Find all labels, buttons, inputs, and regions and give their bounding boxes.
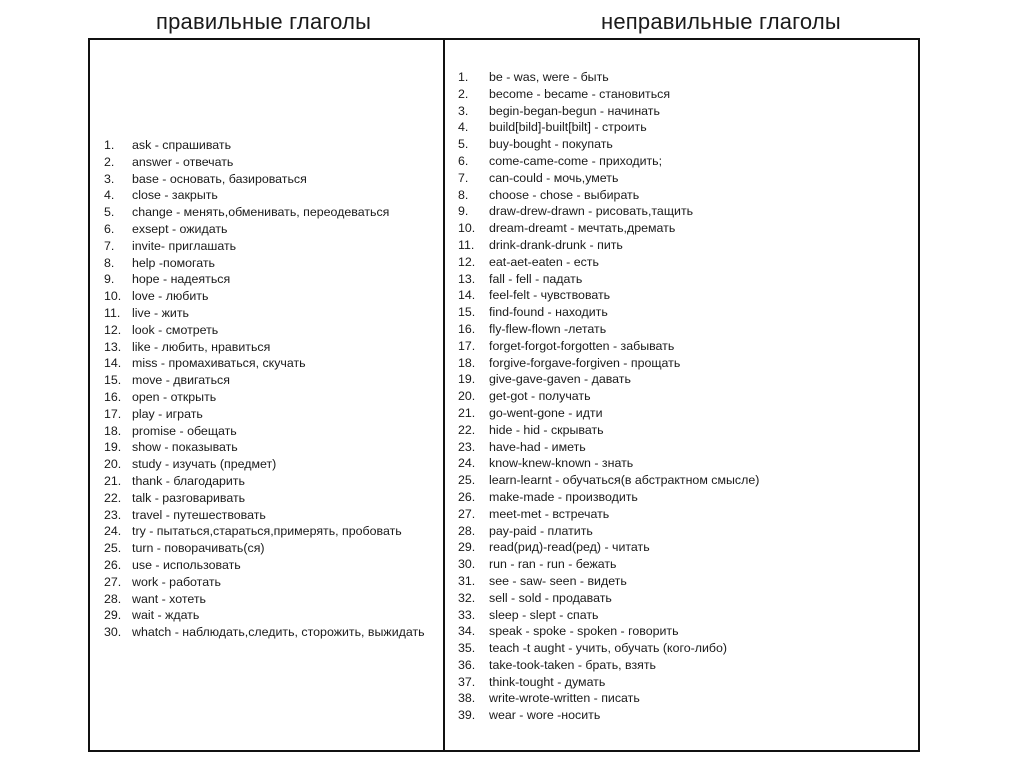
item-number: 4. [104,188,115,203]
list-item [458,69,828,86]
irregular-verbs-heading: неправильные глаголы [601,9,841,34]
list-item [458,287,828,304]
item-number: 30. [104,625,122,640]
item-number: 27. [104,574,122,589]
item-number: 32. [458,590,476,605]
verb-entry: draw-drew-drawn - рисовать,тащить [489,204,694,219]
list-item [104,255,440,272]
list-item [458,304,828,321]
verb-entry: close - закрыть [132,188,218,203]
item-number: 25. [104,541,122,556]
verb-entry: drink-drank-drunk - пить [489,237,623,252]
item-number: 7. [458,170,469,185]
item-number: 22. [104,490,122,505]
list-item [458,119,828,136]
item-number: 18. [104,423,122,438]
column-divider [443,38,445,752]
item-number: 21. [104,473,122,488]
item-number: 26. [458,489,476,504]
item-number: 10. [104,289,122,304]
verb-entry: base - основать, базироваться [132,171,307,186]
verb-entry: invite- приглашать [132,238,237,253]
item-number: 4. [458,120,469,135]
list-item [458,506,828,523]
verb-entry: be - was, were - быть [489,70,609,84]
item-number: 12. [104,322,122,337]
verb-entry: talk - разговаривать [132,490,246,505]
verb-entry: see - saw- seen - видеть [489,573,627,588]
item-number: 24. [104,524,122,539]
list-item [104,624,440,641]
list-item [458,338,828,355]
item-number: 18. [458,355,476,370]
verb-entry: study - изучать (предмет) [132,457,277,472]
item-number: 36. [458,657,476,672]
item-number: 16. [458,321,476,336]
verb-entry: take-took-taken - брать, взять [489,657,657,672]
verb-entry: sell - sold - продавать [489,590,612,605]
list-item [104,439,440,456]
item-number: 5. [104,205,115,220]
item-number: 6. [104,221,115,236]
list-item [458,405,828,422]
item-number: 13. [458,271,476,286]
verb-entry: know-knew-known - знать [489,456,634,471]
list-item [458,539,828,556]
list-item [104,339,440,356]
item-number: 9. [104,272,115,287]
list-item [458,657,828,674]
item-number: 10. [458,221,476,236]
verb-entry: travel - путешествовать [132,507,266,522]
verb-entry: thank - благодарить [132,473,245,488]
item-number: 11. [458,237,475,252]
item-number: 29. [104,608,122,623]
list-item [104,456,440,473]
list-item [458,707,828,724]
verb-entry: play - играть [132,406,203,421]
item-number: 34. [458,624,476,639]
regular-verbs-list [104,137,440,641]
list-item [458,623,828,640]
list-item [104,288,440,305]
list-item [104,305,440,322]
item-number: 9. [458,204,469,219]
list-item [458,556,828,573]
list-item [458,355,828,372]
verb-entry: find-found - находить [489,305,608,320]
list-item [104,322,440,339]
verb-entry: wear - wore -носить [489,708,601,723]
verb-entry: whatch - наблюдать,следить, сторожить, выжидать [132,625,425,640]
verb-entry: show - показывать [132,440,238,455]
verb-entry: come-came-come - приходить; [489,153,663,168]
list-item [104,507,440,524]
list-item [458,523,828,540]
list-item [104,221,440,238]
list-item [104,490,440,507]
verb-entry: begin-began-begun - начинать [489,103,660,118]
list-item [104,137,440,154]
verb-entry: build[bild]-built[bilt] - строить [489,120,647,135]
item-number: 1. [458,70,469,84]
verb-entry: look - смотреть [132,322,219,337]
item-number: 11. [104,305,121,320]
item-number: 5. [458,137,469,152]
item-number: 2. [104,154,115,169]
list-item [104,557,440,574]
list-item [458,237,828,254]
list-item [458,220,828,237]
verb-entry: hide - hid - скрывать [489,422,604,437]
verb-entry: eat-aet-eaten - есть [489,254,599,269]
item-number: 26. [104,557,122,572]
verb-entry: promise - обещать [132,423,237,438]
item-number: 39. [458,708,476,723]
item-number: 35. [458,641,476,656]
verb-entry: write-wrote-written - писать [489,691,640,706]
item-number: 21. [458,405,476,420]
item-number: 30. [458,557,476,572]
verb-entry: forget-forgot-forgotten - забывать [489,338,675,353]
verb-entry: get-got - получать [489,389,591,404]
item-number: 24. [458,456,476,471]
list-item [104,389,440,406]
item-number: 23. [104,507,122,522]
item-number: 19. [458,372,476,387]
item-number: 8. [104,255,115,270]
item-number: 12. [458,254,476,269]
list-item [458,472,828,489]
list-item [458,422,828,439]
list-item [458,489,828,506]
verb-entry: exsept - ожидать [132,221,228,236]
item-number: 14. [104,356,122,371]
list-item [458,103,828,120]
verb-entry: change - менять,обменивать, переодеваться [132,205,390,220]
item-number: 13. [104,339,122,354]
verb-entry: run - ran - run - бежать [489,557,617,572]
item-number: 22. [458,422,476,437]
verb-entry: answer - отвечать [132,154,234,169]
list-item [458,573,828,590]
verb-entry: read(рид)-read(ред) - читать [489,540,650,555]
verb-entry: wait - ждать [132,608,200,623]
verb-entry: work - работать [132,574,221,589]
list-item [104,591,440,608]
verb-entry: think-tought - думать [489,674,606,689]
list-item [458,388,828,405]
item-number: 31. [458,573,476,588]
verb-entry: help -помогать [132,255,216,270]
item-number: 7. [104,238,115,253]
list-item [104,154,440,171]
list-item [104,574,440,591]
verb-entry: become - became - становиться [489,86,671,101]
list-item [458,455,828,472]
list-item [458,254,828,271]
verb-entry: fly-flew-flown -летать [489,321,607,336]
list-item [458,640,828,657]
regular-verbs-heading: правильные глаголы [156,9,372,34]
item-number: 3. [104,171,115,186]
item-number: 27. [458,506,476,521]
verb-entry: choose - chose - выбирать [489,187,640,202]
verb-entry: hope - надеяться [132,272,231,287]
list-item [104,187,440,204]
verb-entry: feel-felt - чувствовать [489,288,611,303]
list-item [104,607,440,624]
list-item [104,423,440,440]
item-number: 1. [104,138,115,152]
item-number: 15. [104,373,122,388]
item-number: 15. [458,305,476,320]
verb-entry: buy-bought - покупать [489,137,613,152]
verb-entry: fall - fell - падать [489,271,583,286]
verb-entry: ask - спрашивать [132,138,232,152]
verb-entry: love - любить [132,289,209,304]
list-item [104,355,440,372]
irregular-verbs-list [458,69,828,724]
list-item [458,371,828,388]
item-number: 25. [458,473,476,488]
item-number: 28. [458,523,476,538]
verb-entry: dream-dreamt - мечтать,дремать [489,221,676,236]
item-number: 17. [458,338,476,353]
verb-entry: make-made - производить [489,489,638,504]
list-item [104,540,440,557]
verb-entry: pay-paid - платить [489,523,593,538]
verb-entry: move - двигаться [132,373,230,388]
list-item [104,406,440,423]
list-item [458,590,828,607]
list-item [104,473,440,490]
verb-entry: like - любить, нравиться [132,339,271,354]
verb-entry: teach -t aught - учить, обучать (кого-либо) [489,641,728,656]
item-number: 17. [104,406,122,421]
item-number: 23. [458,439,476,454]
list-item [458,607,828,624]
item-number: 6. [458,153,469,168]
item-number: 2. [458,86,469,101]
verb-entry: speak - spoke - spoken - говорить [489,624,679,639]
list-item [458,86,828,103]
list-item [104,238,440,255]
verb-entry: try - пытаться,стараться,примерять, пробовать [132,524,402,539]
list-item [458,321,828,338]
list-item [458,170,828,187]
list-item [458,153,828,170]
item-number: 8. [458,187,469,202]
item-number: 29. [458,540,476,555]
list-item [104,204,440,221]
item-number: 33. [458,607,476,622]
verb-entry: have-had - иметь [489,439,586,454]
verb-entry: give-gave-gaven - давать [489,372,631,387]
verb-entry: want - хотеть [132,591,207,606]
verb-entry: turn - поворачивать(ся) [132,541,265,556]
list-item [104,372,440,389]
item-number: 20. [458,389,476,404]
list-item [104,523,440,540]
list-item [458,439,828,456]
list-item [458,674,828,691]
verb-entry: forgive-forgave-forgiven - прощать [489,355,681,370]
verb-entry: sleep - slept - спать [489,607,599,622]
list-item [458,203,828,220]
verb-entry: open - открыть [132,389,217,404]
item-number: 38. [458,691,476,706]
verb-entry: learn-learnt - обучаться(в абстрактном смысле) [489,473,760,488]
list-item [458,690,828,707]
list-item [458,271,828,288]
list-item [104,271,440,288]
verb-entry: miss - промахиваться, скучать [132,356,306,371]
verb-entry: meet-met - встречать [489,506,610,521]
list-item [104,171,440,188]
item-number: 3. [458,103,469,118]
list-item [458,136,828,153]
item-number: 28. [104,591,122,606]
verb-entry: can-could - мочь,уметь [489,170,619,185]
item-number: 19. [104,440,122,455]
verb-entry: live - жить [132,305,189,320]
list-item [458,187,828,204]
verb-entry: use - использовать [132,557,241,572]
verb-entry: go-went-gone - идти [489,405,603,420]
item-number: 37. [458,674,476,689]
item-number: 14. [458,288,476,303]
item-number: 20. [104,457,122,472]
item-number: 16. [104,389,122,404]
